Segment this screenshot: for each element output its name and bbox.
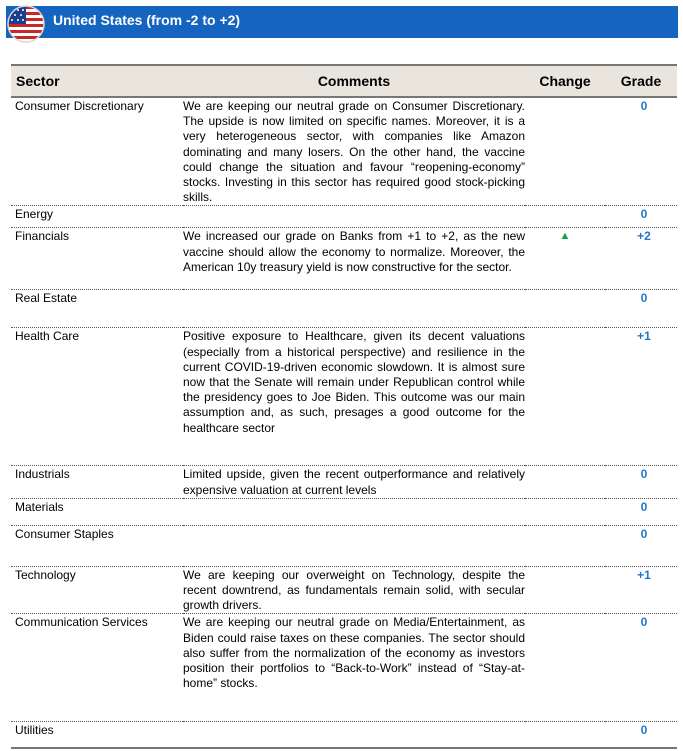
us-flag-icon xyxy=(6,4,46,44)
table-row xyxy=(11,566,677,614)
change-indicator xyxy=(525,722,605,748)
sector-comment: We are keeping our neutral grade on Media/Entertainment, as Biden could raise taxes on these companies. The sector should also suffer from the normalization of the economy as investors position their portfolios to “Back-to-Work” instead of “Stay-at-home” stocks. xyxy=(183,614,525,722)
section-banner xyxy=(6,6,678,38)
sector-comment: Positive exposure to Healthcare, given its decent valuations (especially from a historical perspective) and resilience in the current COVID-19-driven economic slowdown. It is almost sure now that the Senate will remain under Republican control while the presidency goes to Joe Biden. This outcome was our main assumption and, as such, presages a good outcome for the healthcare sector xyxy=(183,328,525,466)
table-row xyxy=(11,498,677,525)
grade-value: 0 xyxy=(605,498,677,525)
grade-value: 0 xyxy=(605,525,677,566)
column-header-sector: Sector xyxy=(11,65,183,97)
table-row xyxy=(11,97,677,206)
sector-name: Materials xyxy=(11,498,183,525)
sector-table xyxy=(11,64,677,749)
table-row xyxy=(11,614,677,722)
change-indicator xyxy=(525,290,605,328)
sector-name: Energy xyxy=(11,206,183,228)
sector-comment: We are keeping our neutral grade on Consumer Discretionary. The upside is now limited on specific names. Moreover, it is a very heterogeneous sector, with companies like Amazon dominating and many losers. On the other hand, the vaccine could change the situation and favour “reopening-economy” stocks. Investing in this sector has required good stock-picking skills. xyxy=(183,99,525,205)
sector-name: Consumer Discretionary xyxy=(11,97,183,206)
grade-value: +1 xyxy=(605,328,677,466)
sector-comment xyxy=(183,290,525,328)
page-title: United States (from -2 to +2) xyxy=(53,12,241,28)
sector-comment: Limited upside, given the recent outperformance and relatively expensive valuation at current levels xyxy=(183,467,525,497)
change-indicator xyxy=(525,206,605,228)
table-row xyxy=(11,206,677,228)
change-indicator xyxy=(525,466,605,498)
change-indicator xyxy=(525,97,605,206)
change-indicator xyxy=(525,566,605,614)
column-header-grade: Grade xyxy=(605,65,677,97)
change-up-arrow-icon: ▲ xyxy=(525,228,605,290)
grade-value: 0 xyxy=(605,722,677,748)
grade-value: 0 xyxy=(605,290,677,328)
table-row xyxy=(11,722,677,748)
sector-name: Industrials xyxy=(11,466,183,498)
sector-comment xyxy=(183,722,525,748)
grade-value: +1 xyxy=(605,566,677,614)
grade-value: 0 xyxy=(605,614,677,722)
table-row xyxy=(11,290,677,328)
table-row xyxy=(11,525,677,566)
sector-name: Consumer Staples xyxy=(11,525,183,566)
change-indicator xyxy=(525,614,605,722)
sector-name: Financials xyxy=(11,228,183,290)
change-indicator xyxy=(525,498,605,525)
sector-name: Real Estate xyxy=(11,290,183,328)
sector-comment: We are keeping our overweight on Technology, despite the recent downtrend, as fundamentals remain solid, with secular growth drivers. xyxy=(183,567,525,613)
sector-comment xyxy=(183,498,525,525)
sector-comment: We increased our grade on Banks from +1 to +2, as the new vaccine should allow the economy to normalize. Moreover, the American 10y treasury yield is now constructive for the sector. xyxy=(183,228,525,290)
change-indicator xyxy=(525,328,605,466)
sector-name: Utilities xyxy=(11,722,183,748)
table-row xyxy=(11,228,677,290)
grade-value: 0 xyxy=(605,206,677,228)
grade-value: 0 xyxy=(605,97,677,206)
grade-value: 0 xyxy=(605,466,677,498)
sector-name: Technology xyxy=(11,566,183,614)
column-header-change: Change xyxy=(525,65,605,97)
table-header-row xyxy=(11,65,677,97)
table-row xyxy=(11,328,677,466)
table-row xyxy=(11,466,677,498)
column-header-comments: Comments xyxy=(183,65,525,97)
sector-name: Health Care xyxy=(11,328,183,466)
sector-comment xyxy=(183,206,525,228)
sector-comment xyxy=(183,525,525,566)
change-indicator xyxy=(525,525,605,566)
sector-name: Communication Services xyxy=(11,614,183,722)
grade-value: +2 xyxy=(605,228,677,290)
